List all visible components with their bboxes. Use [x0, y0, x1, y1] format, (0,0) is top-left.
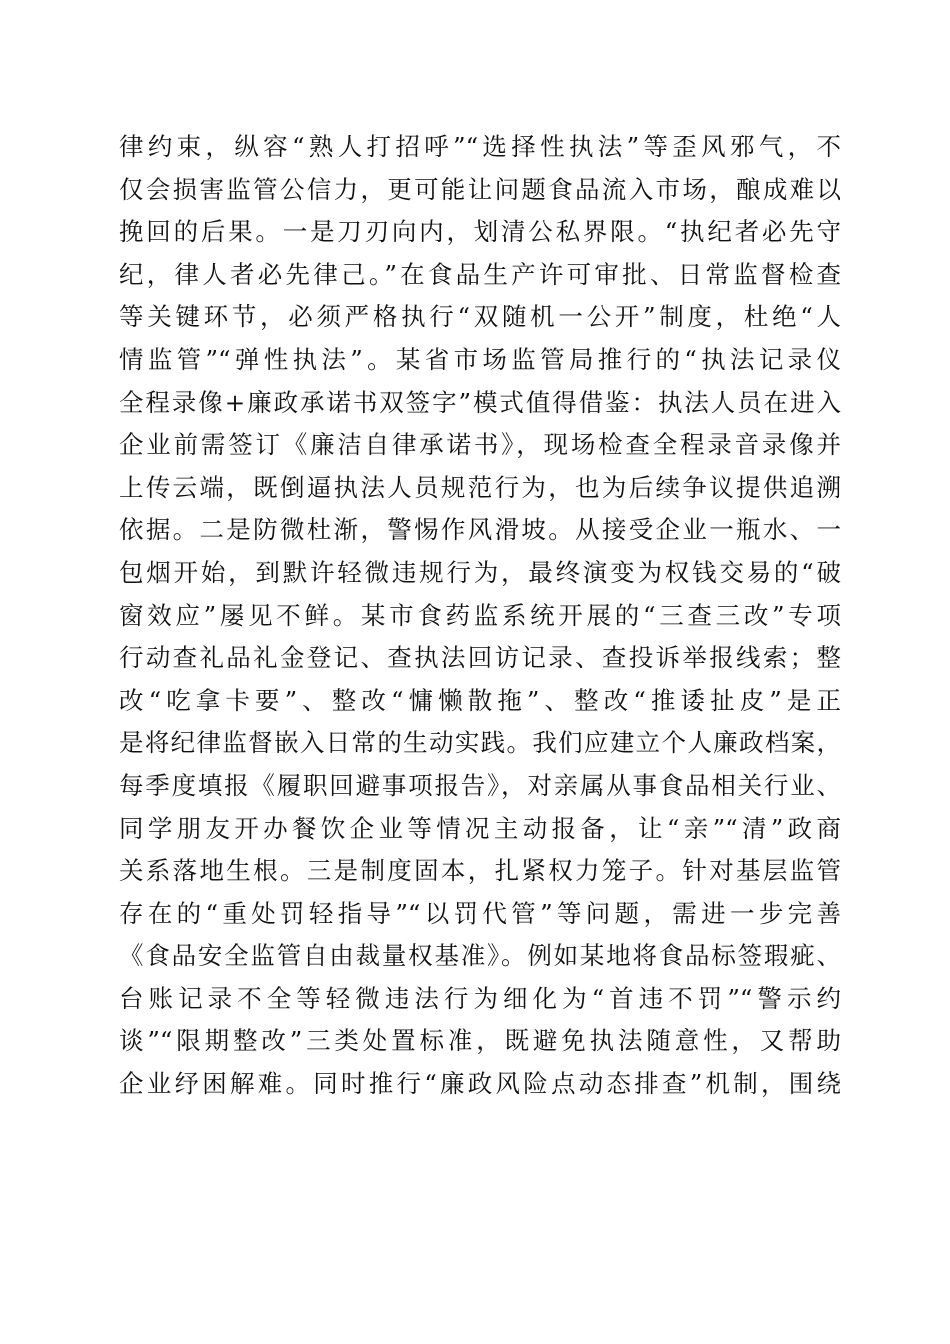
- text-line: 等关键环节，必须严格执行“双随机一公开”制度，杜绝“人: [119, 302, 841, 332]
- text-line: 纪，律人者必先律己。”在食品生产许可审批、日常监督检查: [119, 259, 841, 289]
- text-line: 仅会损害监管公信力，更可能让问题食品流入市场，酿成难以: [119, 174, 841, 204]
- text-line: 行动查礼品礼金登记、查执法回访记录、查投诉举报线索；整: [119, 643, 841, 673]
- body-paragraph: [119, 126, 841, 1106]
- text-line: 改“吃拿卡要”、整改“慵懒散拖”、整改“推诿扯皮”是正: [119, 685, 841, 715]
- text-line: 挽回的后果。一是刀刃向内，划清公私界限。“执纪者必先守: [119, 217, 841, 247]
- text-line: 每季度填报《履职回避事项报告》，对亲属从事食品相关行业、: [119, 770, 841, 800]
- text-line: 全程录像+廉政承诺书双签字”模式值得借鉴：执法人员在进入: [119, 387, 841, 417]
- text-line: 企业纾困解难。同时推行“廉政风险点动态排查”机制，围绕: [119, 1069, 841, 1099]
- text-line: 是将纪律监督嵌入日常的生动实践。我们应建立个人廉政档案，: [119, 728, 841, 758]
- text-line: 上传云端，既倒逼执法人员规范行为，也为后续争议提供追溯: [119, 472, 841, 502]
- text-line: 谈”“限期整改”三类处置标准，既避免执法随意性，又帮助: [119, 1026, 841, 1056]
- text-line: 存在的“重处罚轻指导”“以罚代管”等问题，需进一步完善: [119, 898, 841, 928]
- text-line: 同学朋友开办餐饮企业等情况主动报备，让“亲”“清”政商: [119, 813, 841, 843]
- text-line: 依据。二是防微杜渐，警惕作风滑坡。从接受企业一瓶水、一: [119, 515, 841, 545]
- text-line: 《食品安全监管自由裁量权基准》。例如某地将食品标签瑕疵、: [119, 941, 841, 971]
- text-line: 台账记录不全等轻微违法行为细化为“首违不罚”“警示约: [119, 983, 841, 1013]
- text-line: 窗效应”屡见不鲜。某市食药监系统开展的“三查三改”专项: [119, 600, 841, 630]
- text-line: 律约束，纵容“熟人打招呼”“选择性执法”等歪风邪气，不: [119, 132, 841, 161]
- text-line: 情监管”“弹性执法”。某省市场监管局推行的“执法记录仪: [119, 344, 841, 374]
- text-line: 关系落地生根。三是制度固本，扎紧权力笼子。针对基层监管: [119, 856, 841, 886]
- text-line: 企业前需签订《廉洁自律承诺书》，现场检查全程录音录像并: [119, 430, 841, 460]
- text-line: 包烟开始，到默许轻微违规行为，最终演变为权钱交易的“破: [119, 557, 841, 587]
